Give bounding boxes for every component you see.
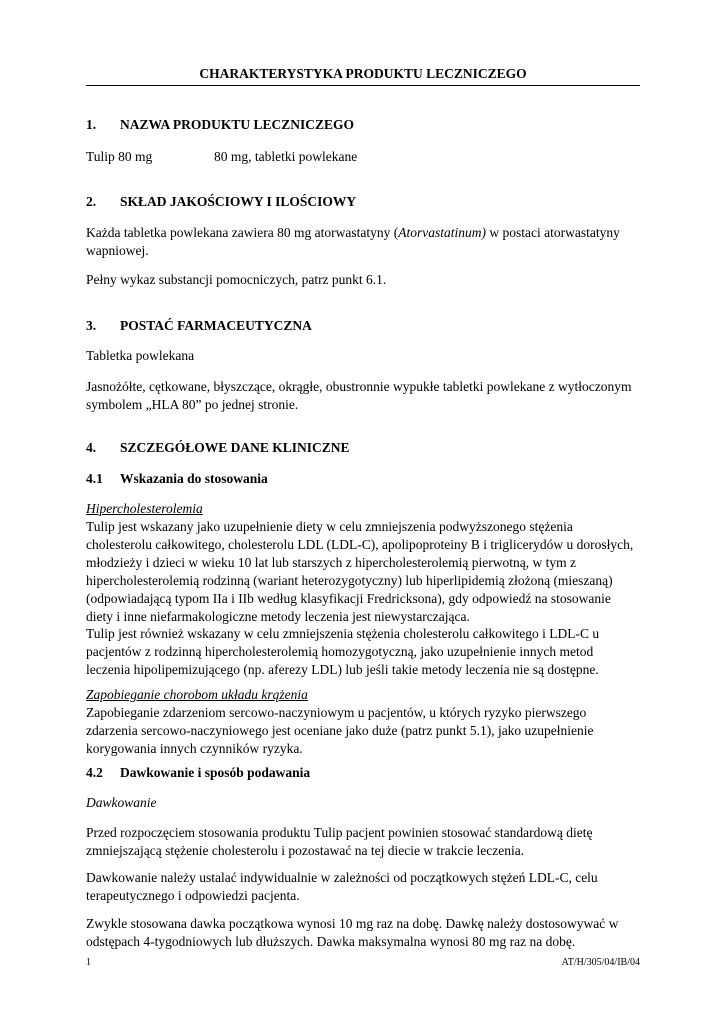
starting-dose-paragraph: Zwykle stosowana dawka początkowa wynosi 10 mg raz na dobę. Dawkę należy dostosowywać w odstępach 4-tygodniowych lub dłuższych. Dawka maksymalna wynosi 80 mg raz na dobę. [86,916,619,949]
subsection-4-1-heading [86,470,640,488]
section-number: 4. [86,440,97,455]
subsection-number: 4.2 [86,765,103,780]
product-name-line [86,148,640,166]
individual-dosage-paragraph: Dawkowanie należy ustalać indywidualnie w zależności od początkowych stężeń LDL-C, celu terapeutycznego i odpowiedzi pacjenta. [86,870,598,903]
subsection-title: Dawkowanie i sposób podawania [120,765,311,780]
subheading-dosage: Dawkowanie [86,795,157,810]
section-title: SKŁAD JAKOŚCIOWY I ILOŚCIOWY [120,194,357,209]
product-name: Tulip 80 mg [86,149,153,164]
product-description: 80 mg, tabletki powlekane [214,149,358,164]
section-1-heading [86,116,640,134]
indication-paragraph: Tulip jest wskazany jako uzupełnienie diety w celu zmniejszenia podwyższonego stężenia cholesterolu całkowitego, cholesterolu LDL (LDL-C), apolipoproteiny B i triglicerydów u dorosłych, młodzieży i dzieci w wieku 10 lat lub starszych z hipercholesterolemią pierwotną, w tym z hipercholesterolemią rodzinną (wariant heterozygotyczny) lub hiperlipidemią złożoną (mieszaną) (odpowiadającą typom IIa i IIb według klasyfikacji Fredricksona), gdy odpowiedź na stosowanie diety i inne niefarmakologiczne metody leczenia jest niewystarczająca. [86,519,634,624]
homozygous-paragraph: Tulip jest również wskazany w celu zmniejszenia stężenia cholesterolu całkowitego i LDL-C u pacjentów z rodzinną hipercholesterolemią homozygotyczną, jako uzupełnienie innych metod leczenia hipolipemizującego (np. aferezy LDL) lub jeśli takie metody leczenia nie są dostępne. [86,626,600,677]
document-code: AT/H/305/04/IB/04 [561,957,640,968]
page-number: 1 [86,957,91,968]
subheading-hypercholesterolemia: Hipercholesterolemia [86,501,203,516]
section-4-heading [86,439,640,457]
section-number: 1. [86,117,97,132]
section-title: SZCZEGÓŁOWE DANE KLINICZNE [120,440,350,455]
page-title: CHARAKTERYSTYKA PRODUKTU LECZNICZEGO [86,66,640,86]
text-run: w postaci atorwastatyny wapniowej. [86,225,620,258]
section-2-heading [86,193,640,211]
text-run: Każda tabletka powlekana zawiera 80 mg atorwastatyny ( [86,225,399,240]
subsection-title: Wskazania do stosowania [120,471,268,486]
subsection-number: 4.1 [86,471,103,486]
prevention-paragraph: Zapobieganie zdarzeniom sercowo-naczyniowym u pacjentów, u których ryzyko pierwszego zdarzenia sercowo-naczyniowego jest oceniane jako duże (patrz punkt 5.1), jako uzupełnienie korygowania innych czynników ryzyka. [86,705,594,756]
section-title: POSTAĆ FARMACEUTYCZNA [120,318,312,333]
section-title: NAZWA PRODUKTU LECZNICZEGO [120,117,355,132]
form-paragraph: Tabletka powlekana [86,348,195,363]
composition-paragraph [86,224,640,260]
excipients-paragraph: Pełny wykaz substancji pomocniczych, patrz punkt 6.1. [86,272,387,287]
subheading-prevention: Zapobieganie chorobom układu krążenia [86,687,308,702]
section-number: 3. [86,318,97,333]
appearance-paragraph: Jasnożółte, cętkowane, błyszczące, okrągłe, obustronnie wypukłe tabletki powlekane z wytłoczonym symbolem „HLA 80” po jednej stronie. [86,379,632,412]
text-run-italic: Atorvastatinum) [398,225,486,240]
subsection-4-2-heading [86,764,640,782]
diet-paragraph: Przed rozpoczęciem stosowania produktu Tulip pacjent powinien stosować standardową dietę zmniejszającą stężenie cholesterolu i pozostawać na tej diecie w trakcie leczenia. [86,825,593,858]
section-3-heading [86,317,640,335]
section-number: 2. [86,194,97,209]
